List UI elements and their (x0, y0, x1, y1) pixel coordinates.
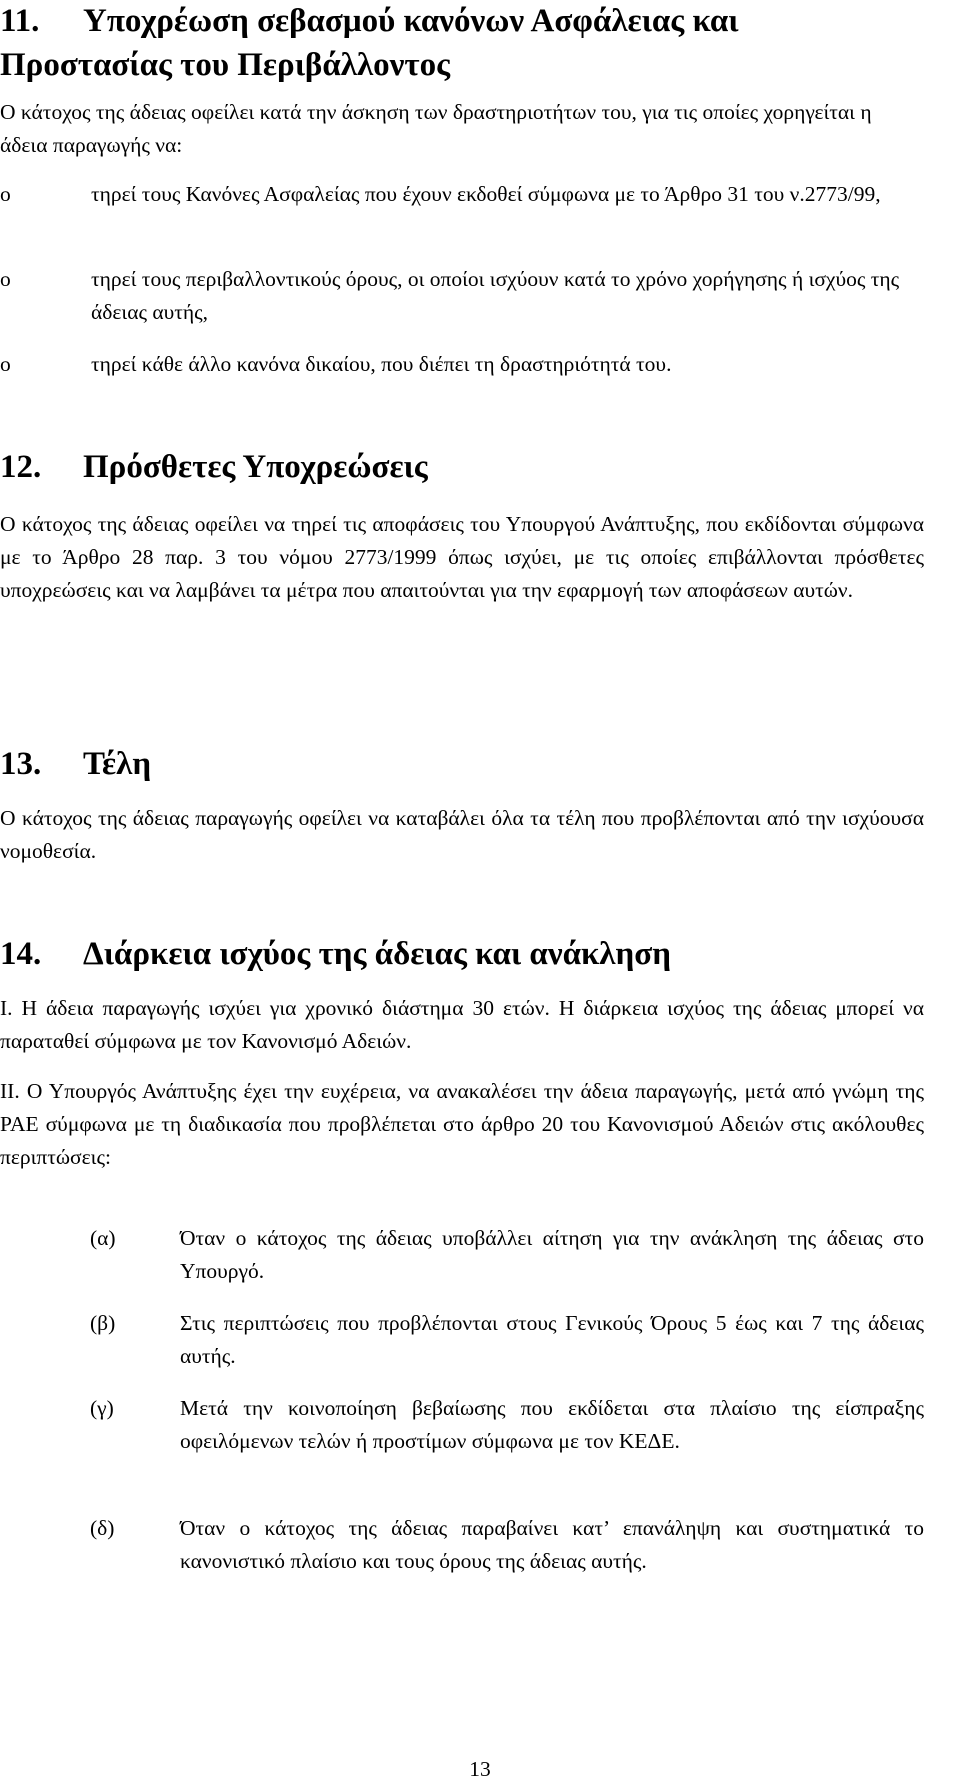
list-item (0, 263, 924, 329)
page-number: 13 (469, 1757, 491, 1781)
bullet-marker: o (0, 267, 11, 291)
section-12-title: Πρόσθετες Υποχρεώσεις (83, 449, 428, 485)
section-14-part2: ΙΙ. Ο Υπουργός Ανάπτυξης έχει την ευχέρεια, να ανακαλέσει την άδεια παραγωγής, μετά από γνώμη της ΡΑΕ σύμφωνα με τη διαδικασία που προβλέπεται στο άρθρο 20 του Κανονισμού Αδειών στις ακόλουθες περιπτώσεις: (0, 1079, 924, 1169)
bullet-text: τηρεί τους Κανόνες Ασφαλείας που έχουν εκδοθεί σύμφωνα με το Άρθρο 31 του ν.2773/99, (91, 182, 881, 206)
section-11-bullet-list (0, 178, 924, 388)
section-12-heading (0, 446, 428, 488)
bullet-text: τηρεί τους περιβαλλοντικούς όρους, οι οποίοι ισχύουν κατά το χρόνο χορήγησης ή ισχύος της άδειας αυτής, (91, 267, 900, 324)
section-11-title-line2: Προστασίας του Περιβάλλοντος (0, 47, 451, 83)
section-11-heading-line2 (0, 44, 450, 86)
case-label: (β) (90, 1311, 116, 1335)
bullet-marker: o (0, 182, 11, 206)
section-11-heading (0, 0, 738, 42)
case-text: Όταν ο κάτοχος της άδειας παραβαίνει κατ’ επανάληψη και συστηματικά το κανονιστικό πλαίσιο και τους όρους της άδειας αυτής. (180, 1516, 924, 1573)
case-text: Όταν ο κάτοχος της άδειας υποβάλλει αίτηση για την ανάκληση της άδειας στο Υπουργό. (180, 1226, 924, 1283)
section-11-intro: Ο κάτοχος της άδειας οφείλει κατά την άσκηση των δραστηριοτήτων του, για τις οποίες χορηγείται η άδεια παραγωγής να: (0, 100, 872, 157)
list-item (90, 1222, 924, 1288)
list-item (90, 1307, 924, 1373)
section-14-number: 14. (0, 936, 42, 972)
section-12-body: Ο κάτοχος της άδειας οφείλει να τηρεί τις αποφάσεις του Υπουργού Ανάπτυξης, που εκδίδονται σύμφωνα με το Άρθρο 28 παρ. 3 του νόμου 2773/1999 όπως ισχύει, με τις οποίες επιβάλλονται πρόσθετες υποχρεώσεις και να λαμβάνει τα μέτρα που απαιτούνται για την εφαρμογή των αποφάσεων αυτών. (0, 512, 924, 602)
case-label: (δ) (90, 1516, 115, 1540)
section-11-title-line1: Υποχρέωση σεβασμού κανόνων Ασφάλειας και (83, 3, 739, 39)
section-14-cases-list (90, 1222, 924, 1612)
section-13-body: Ο κάτοχος της άδειας παραγωγής οφείλει να καταβάλει όλα τα τέλη που προβλέπονται από την ισχύουσα νομοθεσία. (0, 806, 924, 863)
list-item (0, 348, 924, 381)
case-label: (γ) (90, 1396, 114, 1420)
list-item (0, 178, 924, 211)
section-13-title: Τέλη (83, 746, 152, 782)
section-14-title: Διάρκεια ισχύος της άδειας και ανάκληση (83, 936, 671, 972)
case-label: (α) (90, 1226, 116, 1250)
section-14-part1: Ι. Η άδεια παραγωγής ισχύει για χρονικό διάστημα 30 ετών. Η διάρκεια ισχύος της άδειας μπορεί να παραταθεί σύμφωνα με τον Κανονισμό Αδειών. (0, 996, 924, 1053)
case-text: Στις περιπτώσεις που προβλέπονται στους Γενικούς Όρους 5 έως και 7 της άδειας αυτής. (180, 1311, 924, 1368)
list-item (90, 1512, 924, 1578)
bullet-marker: o (0, 352, 11, 376)
case-text: Μετά την κοινοποίηση βεβαίωσης που εκδίδεται στα πλαίσιο της είσπραξης οφειλόμενων τελών ή προστίμων σύμφωνα με τον ΚΕΔΕ. (180, 1396, 924, 1453)
section-12-number: 12. (0, 449, 42, 485)
section-11-number: 11. (0, 3, 40, 39)
section-13-number: 13. (0, 746, 42, 782)
section-14-heading (0, 933, 671, 975)
section-13-heading (0, 743, 151, 785)
bullet-text: τηρεί κάθε άλλο κανόνα δικαίου, που διέπει τη δραστηριότητά του. (91, 352, 672, 376)
list-item (90, 1392, 924, 1458)
